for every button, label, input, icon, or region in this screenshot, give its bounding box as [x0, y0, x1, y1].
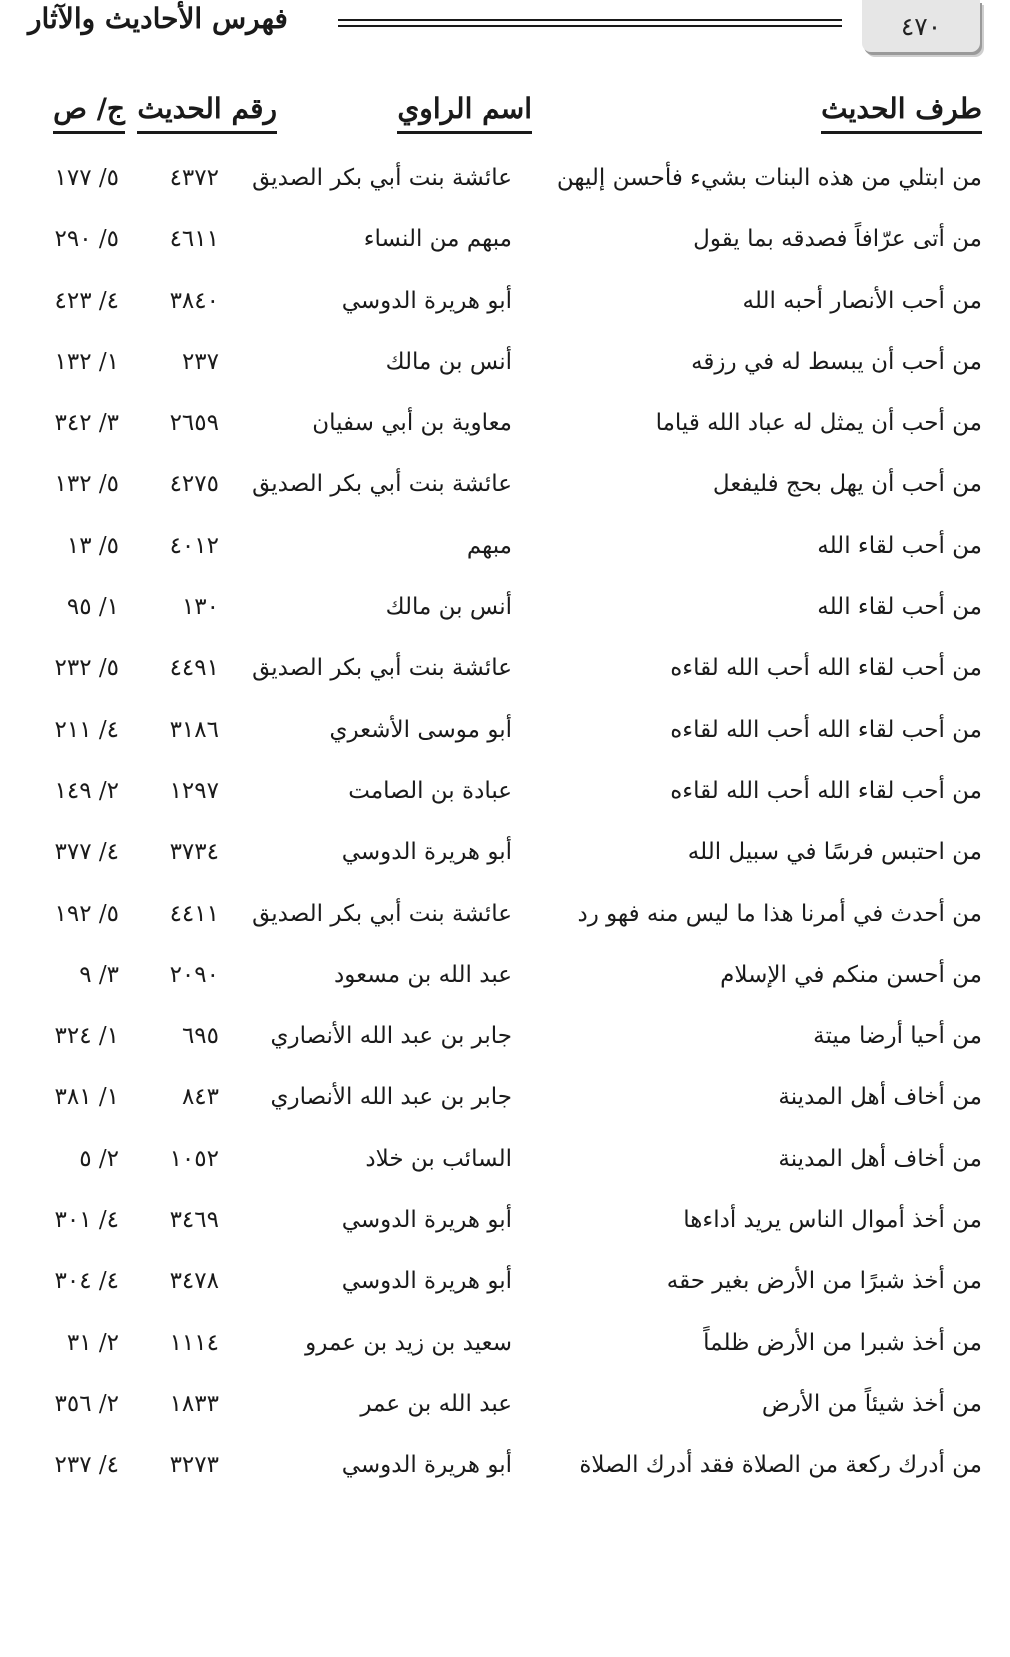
- hadith-number: ١٢٩٧: [169, 777, 219, 804]
- narrator-name: أنس بن مالك: [385, 594, 512, 621]
- narrator-name: عائشة بنت أبي بكر الصديق: [252, 471, 512, 498]
- volume-page-ref: ٢/ ٣١: [66, 1329, 119, 1356]
- hadith-text: من أحسن منكم في الإسلام: [720, 961, 982, 988]
- hadith-number: ٦٩٥: [181, 1023, 219, 1050]
- hadith-text: من أحب لقاء الله أحب الله لقاءه: [670, 777, 982, 804]
- narrator-name: أبو موسى الأشعري: [329, 716, 512, 743]
- table-row: [0, 709, 1010, 770]
- hadith-text: من أحب لقاء الله: [817, 532, 982, 559]
- hadith-text: من أحيا أرضا ميتة: [813, 1023, 982, 1050]
- hadith-number: ٣٢٧٣: [169, 1452, 219, 1479]
- narrator-name: عبد الله بن عمر: [360, 1390, 512, 1417]
- hadith-text: من أخذ شبرا من الأرض ظلماً: [703, 1329, 982, 1356]
- narrator-name: أبو هريرة الدوسي: [341, 287, 512, 314]
- hadith-text: من أخذ شيئاً من الأرض: [761, 1390, 982, 1417]
- hadith-text: من أخاف أهل المدينة: [778, 1084, 982, 1111]
- hadith-number: ١٨٣٣: [169, 1390, 219, 1417]
- hadith-number: ٢٦٥٩: [169, 410, 219, 437]
- hadith-text: من أحب الأنصار أحبه الله: [742, 287, 982, 314]
- hadith-number: ١١١٤: [169, 1329, 219, 1356]
- hadith-number: ١٣٠: [181, 594, 219, 621]
- page-number: ٤٧٠: [862, 0, 980, 52]
- column-header-number: رقم الحديث: [137, 92, 277, 134]
- header-rule: [338, 25, 842, 27]
- table-row: [0, 218, 1010, 279]
- hadith-text: من أخذ أموال الناس يريد أداءها: [683, 1207, 982, 1234]
- table-row: [0, 1138, 1010, 1199]
- hadith-text: من أحدث في أمرنا هذا ما ليس منه فهو رد: [577, 900, 982, 927]
- table-row: [0, 1199, 1010, 1260]
- volume-page-ref: ٤/ ٢١١: [54, 716, 119, 743]
- hadith-text: من أخاف أهل المدينة: [778, 1145, 982, 1172]
- hadith-number: ٢٣٧: [181, 348, 219, 375]
- hadith-number: ٣٧٣٤: [169, 839, 219, 866]
- table-row: [0, 1444, 1010, 1505]
- hadith-text: من أخذ شبرًا من الأرض بغير حقه: [666, 1268, 982, 1295]
- narrator-name: السائب بن خلاد: [365, 1145, 512, 1172]
- volume-page-ref: ١/ ١٣٢: [54, 348, 119, 375]
- table-row: [0, 463, 1010, 524]
- volume-page-ref: ٣/ ٩: [79, 961, 119, 988]
- hadith-number: ٣٤٦٩: [169, 1207, 219, 1234]
- hadith-number: ٤٤١١: [169, 900, 219, 927]
- narrator-name: عائشة بنت أبي بكر الصديق: [252, 165, 512, 191]
- hadith-number: ٣٤٧٨: [169, 1268, 219, 1295]
- hadith-text: من أتى عرّافاً فصدقه بما يقول: [693, 226, 982, 253]
- table-row: [0, 1322, 1010, 1383]
- table-row: [0, 770, 1010, 831]
- hadith-text: من أحب لقاء الله أحب الله لقاءه: [670, 716, 982, 743]
- running-title: فهرس الأحاديث والآثار: [28, 2, 288, 35]
- header-rule: [338, 19, 842, 21]
- hadith-text: من ابتلي من هذه البنات بشيء فأحسن إليهن: [556, 165, 982, 191]
- volume-page-ref: ٤/ ٣٠١: [54, 1207, 119, 1234]
- volume-page-ref: ٤/ ٤٢٣: [54, 287, 119, 314]
- hadith-text: من أحب أن يهل بحج فليفعل: [712, 471, 982, 498]
- narrator-name: سعيد بن زيد بن عمرو: [305, 1329, 512, 1356]
- volume-page-ref: ٥/ ٢٩٠: [54, 226, 119, 253]
- hadith-text: من أدرك ركعة من الصلاة فقد أدرك الصلاة: [579, 1452, 982, 1479]
- hadith-text: من أحب لقاء الله: [817, 594, 982, 621]
- narrator-name: مبهم من النساء: [363, 226, 512, 253]
- table-row: [0, 647, 1010, 708]
- table-row: [0, 402, 1010, 463]
- narrator-name: معاوية بن أبي سفيان: [312, 410, 512, 437]
- hadith-text: من أحب أن يمثل له عباد الله قياما: [655, 410, 982, 437]
- hadith-index-table: [0, 157, 1010, 1506]
- hadith-number: ٤٦١١: [169, 226, 219, 253]
- narrator-name: جابر بن عبد الله الأنصاري: [270, 1023, 512, 1050]
- narrator-name: أبو هريرة الدوسي: [341, 1452, 512, 1479]
- narrator-name: أبو هريرة الدوسي: [341, 1207, 512, 1234]
- volume-page-ref: ٥/ ١٣٢: [54, 471, 119, 498]
- volume-page-ref: ٥/ ١٣: [66, 532, 119, 559]
- hadith-text: من أحب لقاء الله أحب الله لقاءه: [670, 655, 982, 682]
- column-header-volume-page: ج/ ص: [53, 92, 125, 134]
- volume-page-ref: ٤/ ٣٧٧: [54, 839, 119, 866]
- hadith-text: من أحب أن يبسط له في رزقه: [691, 348, 982, 375]
- table-row: [0, 157, 1010, 218]
- volume-page-ref: ٢/ ٣٥٦: [54, 1390, 119, 1417]
- hadith-text: من احتبس فرسًا في سبيل الله: [687, 839, 982, 866]
- hadith-number: ٢٠٩٠: [169, 961, 219, 988]
- table-row: [0, 1260, 1010, 1321]
- column-header-narrator: اسم الراوي: [397, 92, 532, 134]
- hadith-number: ٤٤٩١: [169, 655, 219, 682]
- volume-page-ref: ٥/ ١٧٧: [54, 165, 119, 191]
- table-row: [0, 893, 1010, 954]
- narrator-name: جابر بن عبد الله الأنصاري: [270, 1084, 512, 1111]
- volume-page-ref: ٣/ ٣٤٢: [54, 410, 119, 437]
- volume-page-ref: ٢/ ١٤٩: [54, 777, 119, 804]
- table-row: [0, 586, 1010, 647]
- table-row: [0, 954, 1010, 1015]
- narrator-name: أبو هريرة الدوسي: [341, 1268, 512, 1295]
- volume-page-ref: ٤/ ٣٠٤: [54, 1268, 119, 1295]
- hadith-number: ٨٤٣: [181, 1084, 219, 1111]
- column-header-hadith: طرف الحديث: [821, 92, 982, 134]
- table-row: [0, 831, 1010, 892]
- volume-page-ref: ٥/ ١٩٢: [54, 900, 119, 927]
- hadith-number: ٣١٨٦: [169, 716, 219, 743]
- volume-page-ref: ١/ ٣٨١: [54, 1084, 119, 1111]
- narrator-name: مبهم: [466, 532, 512, 559]
- table-row: [0, 1383, 1010, 1444]
- volume-page-ref: ١/ ٩٥: [66, 594, 119, 621]
- hadith-number: ٤٠١٢: [169, 532, 219, 559]
- table-row: [0, 1015, 1010, 1076]
- narrator-name: أبو هريرة الدوسي: [341, 839, 512, 866]
- table-row: [0, 1076, 1010, 1137]
- narrator-name: عائشة بنت أبي بكر الصديق: [252, 900, 512, 927]
- narrator-name: أنس بن مالك: [385, 348, 512, 375]
- volume-page-ref: ٤/ ٢٣٧: [54, 1452, 119, 1479]
- table-row: [0, 280, 1010, 341]
- volume-page-ref: ٥/ ٢٣٢: [54, 655, 119, 682]
- table-row: [0, 341, 1010, 402]
- hadith-number: ١٠٥٢: [169, 1145, 219, 1172]
- volume-page-ref: ٢/ ٥: [79, 1145, 119, 1172]
- narrator-name: عائشة بنت أبي بكر الصديق: [252, 655, 512, 682]
- hadith-number: ٤٣٧٢: [169, 165, 219, 191]
- volume-page-ref: ١/ ٣٢٤: [54, 1023, 119, 1050]
- hadith-number: ٣٨٤٠: [169, 287, 219, 314]
- table-row: [0, 525, 1010, 586]
- narrator-name: عبد الله بن مسعود: [334, 961, 512, 988]
- hadith-number: ٤٢٧٥: [169, 471, 219, 498]
- narrator-name: عبادة بن الصامت: [348, 777, 512, 804]
